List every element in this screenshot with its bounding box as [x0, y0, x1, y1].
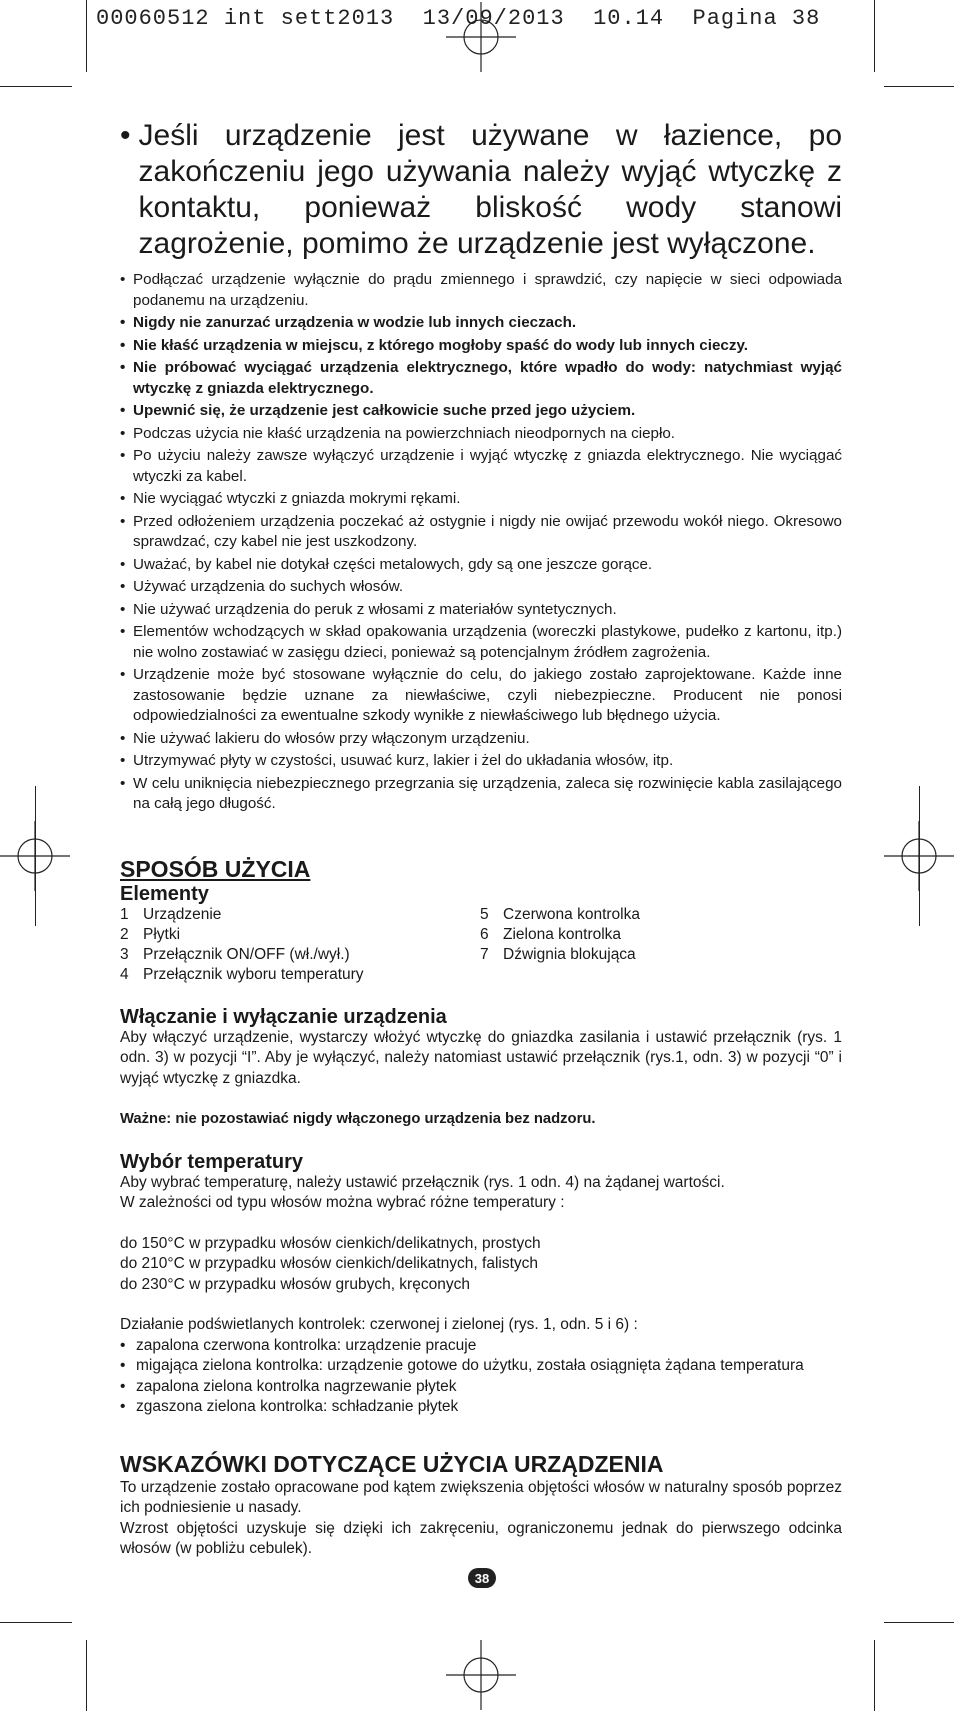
temperature-line-2: W zależności od typu włosów można wybrać różne temperatury :: [120, 1194, 565, 1211]
element-item: [120, 945, 480, 965]
elements-list: [120, 905, 842, 985]
bathroom-warning-text: Jeśli urządzenie jest używane w łazience, po zakończeniu jego używania należy wyjąć wtyczkę z kontaktu, ponieważ bliskość wody stanowi zagrożenie, pomimo że urządzenie jest wyłączone.: [138, 119, 842, 260]
safety-warning-item: • Nie wyciągać wtyczki z gniazda mokrymi rękami.: [120, 489, 842, 510]
element-label: Czerwona kontrolka: [503, 905, 640, 923]
element-number: 2: [120, 925, 129, 943]
temperature-range: do 210°C w przypadku włosów cienkich/delikatnych, falistych: [120, 1255, 539, 1272]
element-label: Przełącznik ON/OFF (wł./wył.): [143, 945, 350, 963]
crop-mark: [919, 786, 920, 926]
safety-warning-item: • Urządzenie może być stosowane wyłącznie do celu, do jakiego zostało zaprojektowane. Każde inne zastosowanie będzie uznane za niewłaściwe, czyli niebezpieczne. Producent nie ponosi odpowiedzialności za ewentualne szkody wynikłe z niewłaściwego lub błędnego użycia.: [120, 665, 842, 727]
safety-warning-item: • Nie próbować wyciągać urządzenia elektrycznego, które wpadło do wody: natychmiast wyjąć wtyczkę z gniazda elektrycznego.: [120, 358, 842, 399]
temperature-line-1: Aby wybrać temperaturę, należy ustawić przełącznik (rys. 1 odn. 4) na żądanej wartości.: [120, 1173, 725, 1191]
safety-warnings-list: [120, 270, 842, 815]
element-number: 4: [120, 965, 129, 983]
list-item: • zapalona czerwona kontrolka: urządzenie pracuje: [120, 1336, 842, 1357]
onoff-note: Ważne: nie pozostawiać nigdy włączonego urządzenia bez nadzoru.: [120, 1111, 596, 1127]
tips-section-title: WSKAZÓWKI DOTYCZĄCE UŻYCIA URZĄDZENIA: [120, 1450, 664, 1477]
page-number-badge: 38: [468, 1568, 496, 1588]
element-number: 5: [480, 905, 489, 923]
list-item: • zgaszona zielona kontrolka: schładzanie płytek: [120, 1397, 842, 1418]
element-label: Płytki: [143, 925, 181, 943]
element-item: [480, 945, 842, 965]
crop-mark: [86, 0, 87, 72]
elements-right-column: [480, 905, 842, 985]
lights-list: [120, 1336, 842, 1418]
safety-warning-item: • Uważać, by kabel nie dotykał części metalowych, gdy są one jeszcze gorące.: [120, 555, 842, 576]
elements-title: Elementy: [120, 882, 209, 905]
crop-mark: [86, 1640, 87, 1711]
temperature-ranges: [120, 1234, 842, 1296]
safety-warning-item: • Upewnić się, że urządzenie jest całkowicie suche przed jego użyciem.: [120, 401, 842, 422]
page-content: [120, 118, 842, 1560]
crop-mark: [0, 1622, 72, 1623]
element-number: 7: [480, 945, 489, 963]
elements-left-column: [120, 905, 480, 985]
usage-section-title: SPOSÓB UŻYCIA: [120, 855, 311, 882]
element-item: [480, 905, 842, 925]
temperature-range: do 230°C w przypadku włosów grubych, kręconych: [120, 1275, 470, 1293]
element-label: Urządzenie: [143, 905, 222, 923]
list-item: • zapalona zielona kontrolka nagrzewanie płytek: [120, 1377, 842, 1398]
print-header: 00060512 int sett2013 13/09/2013 10.14 Pagina 38: [96, 6, 821, 31]
crop-mark: [35, 786, 36, 926]
crop-mark: [874, 1640, 875, 1711]
element-label: Dźwignia blokująca: [503, 945, 636, 963]
element-item: [120, 965, 480, 985]
tips-paragraph-1: To urządzenie zostało opracowane pod kątem zwiększenia objętości włosów w naturalny sposób poprzez ich podniesienie u nasady.: [120, 1478, 842, 1516]
element-item: [120, 905, 480, 925]
safety-warning-item: • Nie używać urządzenia do peruk z włosami z materiałów syntetycznych.: [120, 600, 842, 621]
lights-intro: Działanie podświetlanych kontrolek: czerwonej i zielonej (rys. 1, odn. 5 i 6) :: [120, 1316, 638, 1333]
element-label: Zielona kontrolka: [503, 925, 622, 943]
bathroom-warning: [120, 118, 842, 262]
registration-mark-icon: [446, 1640, 516, 1710]
safety-warning-item: • Podłączać urządzenie wyłącznie do prądu zmiennego i sprawdzić, czy napięcie w sieci odpowiada podanemu na urządzeniu.: [120, 270, 842, 311]
safety-warning-item: • Elementów wchodzących w skład opakowania urządzenia (woreczki plastykowe, pudełko z kartonu, itp.) nie wolno zostawiać w zasięgu dzieci, ponieważ są potencjalnym źródłem zagrożenia.: [120, 622, 842, 663]
element-label: Przełącznik wyboru temperatury: [143, 965, 364, 983]
crop-mark: [874, 0, 875, 72]
safety-warning-item: • Przed odłożeniem urządzenia poczekać aż ostygnie i nigdy nie owijać przewodu wokół niego. Okresowo sprawdzać, czy kabel nie jest uszkodzony.: [120, 512, 842, 553]
safety-warning-item: • W celu uniknięcia niebezpiecznego przegrzania się urządzenia, zaleca się rozwinięcie kabla zasilającego na całą jego długość.: [120, 774, 842, 815]
safety-warning-item: • Używać urządzenia do suchych włosów.: [120, 577, 842, 598]
safety-warning-item: • Po użyciu należy zawsze wyłączyć urządzenie i wyjąć wtyczkę z gniazda elektrycznego. Nie wyciągać wtyczki za kabel.: [120, 446, 842, 487]
bullet: •: [120, 119, 131, 152]
temperature-range: do 150°C w przypadku włosów cienkich/delikatnych, prostych: [120, 1234, 541, 1252]
element-number: 3: [120, 945, 129, 963]
element-number: 1: [120, 905, 129, 923]
safety-warning-item: • Nigdy nie zanurzać urządzenia w wodzie lub innych cieczach.: [120, 313, 842, 334]
element-item: [480, 925, 842, 945]
element-number: 6: [480, 925, 489, 943]
safety-warning-item: • Nie używać lakieru do włosów przy włączonym urządzeniu.: [120, 729, 842, 750]
crop-mark: [0, 86, 72, 87]
safety-warning-item: • Podczas użycia nie kłaść urządzenia na powierzchniach nieodpornych na ciepło.: [120, 424, 842, 445]
temperature-title: Wybór temperatury: [120, 1150, 304, 1173]
tips-paragraph-2: Wzrost objętości uzyskuje się dzięki ich zakręceniu, ograniczonemu jednak do pierwszego odcinka włosów (w pobliżu cebulek).: [120, 1519, 842, 1557]
crop-mark: [884, 86, 954, 87]
safety-warning-item: • Nie kłaść urządzenia w miejscu, z którego mogłoby spaść do wody lub innych cieczy.: [120, 336, 842, 357]
onoff-title: Włączanie i wyłączanie urządzenia: [120, 1005, 447, 1028]
element-item: [120, 925, 480, 945]
registration-mark-icon: [446, 2, 516, 72]
list-item: • migająca zielona kontrolka: urządzenie gotowe do użytku, została osiągnięta żądana temperatura: [120, 1356, 842, 1377]
onoff-text: Aby włączyć urządzenie, wystarczy włożyć wtyczkę do gniazdka zasilania i ustawić przełącznik (rys. 1 odn. 3) w pozycji “I”. Aby je wyłączyć, należy natomiast ustawić przełącznik (rys.1, odn. 3) w pozycji “0” i wyjąć wtyczkę z gniazdka.: [120, 1028, 842, 1087]
crop-mark: [884, 1622, 954, 1623]
safety-warning-item: • Utrzymywać płyty w czystości, usuwać kurz, lakier i żel do układania włosów, itp.: [120, 751, 842, 772]
